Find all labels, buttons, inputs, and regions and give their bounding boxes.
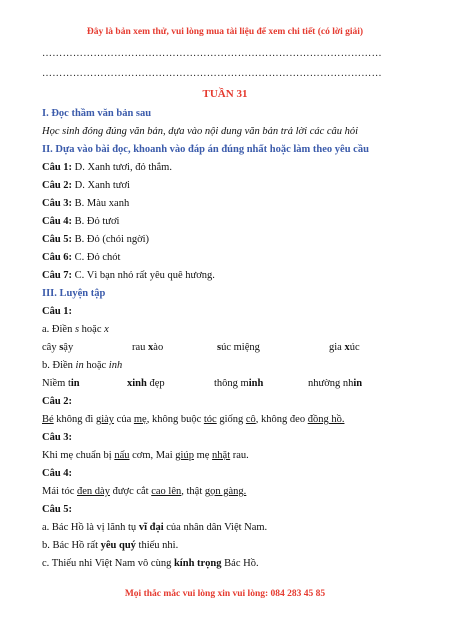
answer-label: Câu 6: [42, 252, 73, 263]
answer-text: B. Đỏ tươi [72, 216, 120, 227]
underlined-word: giày [95, 414, 115, 425]
bold-word: yêu quý [100, 540, 136, 551]
underlined-word: mẹ [133, 414, 147, 425]
word-fill: s [217, 342, 222, 353]
answer-item [42, 215, 119, 228]
sentence-text: được cắt [109, 486, 152, 497]
underlined-word: Bé [42, 414, 54, 425]
answer-text: D. Xanh tươi [72, 180, 130, 191]
sentence-text: mẹ [193, 450, 213, 461]
answer-label: Câu 1: [42, 162, 73, 173]
underlined-word: giúp [175, 450, 194, 461]
sentence-text: c. Thiếu nhi Việt Nam vô cùng [42, 558, 174, 569]
q5-label: Câu 5: [42, 504, 73, 515]
word-pre: nhường nh [308, 378, 354, 389]
header-notice: Đây là bản xem thử, vui lòng mua tài liệu để xem chi tiết (có lời giải) [86, 27, 364, 37]
word-cell [127, 377, 165, 390]
q5-line [42, 521, 267, 534]
q1-part-b: b. Điền in hoặc inh [42, 360, 123, 371]
word-fill: x [344, 342, 350, 353]
word-cell [132, 341, 163, 354]
sentence-text: , không đeo [255, 414, 308, 425]
word-pre: thông m [214, 378, 249, 389]
sentence-text: Bác Hồ. [221, 558, 259, 569]
sentence-text: , thật [181, 486, 205, 497]
answer-text: B. Đỏ (chói ngời) [72, 234, 150, 245]
week-title: TUẦN 31 [202, 88, 248, 100]
word-fill: xinh [127, 378, 147, 389]
underlined-word: nhặt [212, 450, 231, 461]
bold-word: vĩ đại [138, 522, 164, 533]
section1-instruction: Học sinh đóng đúng văn bản, dựa vào nội dung văn bản trả lời các câu hỏi [42, 126, 359, 137]
underlined-word: đen dày [77, 486, 110, 497]
sentence-text: rau. [230, 450, 249, 461]
sentence-text: Mái tóc [42, 486, 77, 497]
sentence-text: không đi [53, 414, 96, 425]
word-fill: in [353, 378, 363, 389]
word-cell [42, 377, 80, 390]
underlined-word: cô [245, 414, 256, 425]
section2-heading: II. Dựa vào bài đọc, khoanh vào đáp án đúng nhất hoặc làm theo yêu cầu [42, 144, 369, 155]
word-post: úc [349, 342, 360, 353]
q1-part-a: a. Điền s hoặc x [42, 324, 109, 335]
word-pre: gia [329, 342, 345, 353]
answer-label: Câu 3: [42, 198, 73, 209]
sentence-text: , không buộc [146, 414, 204, 425]
word-cell [214, 377, 263, 390]
bold-word: kính trọng [173, 558, 222, 569]
underlined-word: nấu [114, 450, 130, 461]
answer-text: B. Màu xanh [72, 198, 130, 209]
word-pre: rau [132, 342, 149, 353]
sentence-text: cơm, Mai [129, 450, 176, 461]
word-fill: x [148, 342, 154, 353]
sentence-text: b. Bác Hồ rất [42, 540, 101, 551]
underlined-word: đồng hồ. [307, 414, 345, 425]
underlined-word: tóc [203, 414, 217, 425]
word-cell [308, 377, 362, 390]
word-post: úc miệng [221, 342, 260, 353]
word-fill: inh [248, 378, 264, 389]
word-fill: s [59, 342, 64, 353]
q4-label: Câu 4: [42, 468, 73, 479]
word-post: ậy [63, 342, 74, 353]
answer-item [42, 179, 130, 192]
section1-heading: I. Đọc thầm văn bản sau [42, 108, 152, 119]
q2-label: Câu 2: [42, 396, 73, 407]
sentence-text: a. Bác Hồ là vị lãnh tụ [42, 522, 139, 533]
q2-sentence [42, 413, 344, 426]
word-post: ào [153, 342, 164, 353]
word-cell [329, 341, 360, 354]
underlined-word: gọn gàng. [204, 486, 247, 497]
answer-label: Câu 4: [42, 216, 73, 227]
word-post: đẹp [146, 378, 165, 389]
dotted-line-1: ……………………………………………………………………………………… [42, 48, 382, 59]
q5-line [42, 539, 178, 552]
answer-item [42, 161, 172, 174]
sentence-text: Khi mẹ chuẩn bị [42, 450, 115, 461]
answer-text: C. Vì bạn nhỏ rất yêu quê hương. [72, 270, 215, 281]
answer-item [42, 233, 149, 246]
sentence-text: của nhân dân Việt Nam. [163, 522, 268, 533]
answer-label: Câu 2: [42, 180, 73, 191]
answer-text: D. Xanh tươi, đỏ thắm. [72, 162, 172, 173]
answer-text: C. Đỏ chót [72, 252, 121, 263]
sentence-text: giống [216, 414, 246, 425]
q3-sentence [42, 449, 249, 462]
answer-item [42, 251, 120, 264]
word-pre: Niềm t [42, 378, 71, 389]
sentence-text: thiếu nhi. [135, 540, 179, 551]
answer-label: Câu 7: [42, 270, 73, 281]
answer-item [42, 269, 215, 282]
word-fill: in [70, 378, 80, 389]
sentence-text: của [114, 414, 134, 425]
answer-item [42, 197, 129, 210]
answer-label: Câu 5: [42, 234, 73, 245]
section3-heading: III. Luyện tập [42, 288, 106, 299]
footer-notice: Mọi thắc mắc vui lòng xin vui lòng: 084 283 45 85 [124, 589, 326, 599]
underlined-word: cao lên [151, 486, 182, 497]
word-pre: cây [42, 342, 60, 353]
word-cell [42, 341, 73, 354]
q3-label: Câu 3: [42, 432, 73, 443]
q4-sentence [42, 485, 246, 498]
word-cell [217, 341, 260, 354]
dotted-line-2: ……………………………………………………………………………………… [42, 68, 382, 79]
q5-line [42, 557, 259, 570]
q1-label: Câu 1: [42, 306, 73, 317]
